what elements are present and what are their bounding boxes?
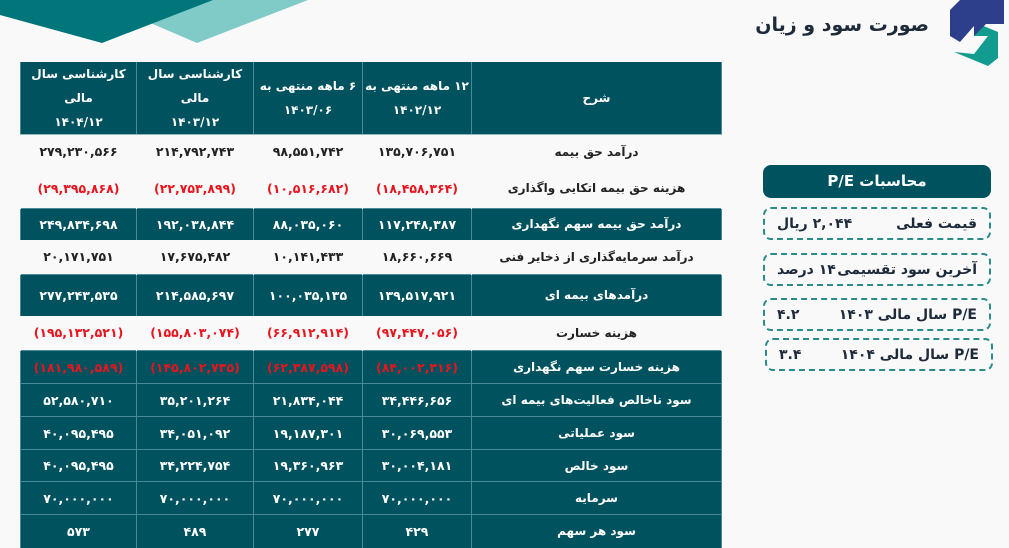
row-label: سرمایه: [472, 482, 722, 515]
row-value: (۱۴۵,۸۰۲,۷۳۵): [137, 351, 254, 384]
row-value: ۴۰,۰۹۵,۴۹۵: [21, 417, 137, 450]
row-value: ۷۰,۰۰۰,۰۰۰: [254, 482, 363, 515]
row-value: ۱۸,۶۶۰,۶۶۹: [363, 240, 472, 275]
row-value: (۱۰,۵۱۶,۶۸۲): [254, 169, 363, 209]
row-value: ۴۰,۰۹۵,۴۹۵: [21, 450, 137, 482]
income-statement-table: [20, 62, 722, 548]
row-label: درآمدهای بیمه ای: [472, 275, 722, 316]
table-row: [21, 169, 722, 209]
row-label: سود عملیاتی: [472, 417, 722, 450]
row-label: هزینه خسارت سهم نگهداری: [472, 351, 722, 384]
row-label: درآمد حق بیمه: [472, 135, 722, 169]
row-value: ۵۷۳: [21, 515, 137, 548]
row-value: ۱۰,۱۴۱,۴۳۳: [254, 240, 363, 275]
row-value: ۱۱۷,۲۴۸,۳۸۷: [363, 209, 472, 240]
table-row: [21, 482, 722, 515]
table-row: [21, 384, 722, 417]
table-row: [21, 417, 722, 450]
row-label: درآمد سرمایه‌گذاری از ذخایر فنی: [472, 240, 722, 275]
table-row: [21, 450, 722, 482]
row-value: ۱۳۹,۵۱۷,۹۲۱: [363, 275, 472, 316]
pe-panel-title: محاسبات P/E: [763, 165, 991, 198]
header-col-1403-12: کارشناسی سال مالی ۱۴۰۳/۱۲: [137, 62, 254, 135]
row-value: (۱۵۵,۸۰۳,۰۷۴): [137, 316, 254, 351]
pe-item-label: قیمت فعلی: [896, 215, 977, 232]
row-value: (۶۲,۳۸۷,۵۹۸): [254, 351, 363, 384]
row-value: ۲۱۴,۷۹۲,۷۴۳: [137, 135, 254, 169]
row-value: ۱۹,۳۶۰,۹۶۳: [254, 450, 363, 482]
row-value: ۲۴۹,۸۳۴,۶۹۸: [21, 209, 137, 240]
table-row: [21, 209, 722, 240]
row-label: درآمد حق بیمه سهم نگهداری: [472, 209, 722, 240]
row-value: ۲۷۷,۲۴۳,۵۳۵: [21, 275, 137, 316]
row-value: (۲۲,۷۵۳,۸۹۹): [137, 169, 254, 209]
pe-item-label: آخرین سود تقسیمی: [837, 261, 977, 278]
row-value: ۷۰,۰۰۰,۰۰۰: [137, 482, 254, 515]
row-value: ۱۹,۱۸۷,۳۰۱: [254, 417, 363, 450]
row-value: ۲۱,۸۳۴,۰۴۴: [254, 384, 363, 417]
pe-item-value: ۳.۴: [779, 346, 802, 363]
row-value: ۳۵,۲۰۱,۲۶۴: [137, 384, 254, 417]
table-row: [21, 515, 722, 548]
row-label: سود خالص: [472, 450, 722, 482]
table-row: [21, 351, 722, 384]
header-col-1404-12: کارشناسی سال مالی ۱۴۰۴/۱۲: [21, 62, 137, 135]
row-value: ۲۷۹,۲۳۰,۵۶۶: [21, 135, 137, 169]
row-value: ۳۴,۴۴۶,۶۵۶: [363, 384, 472, 417]
table-row: [21, 240, 722, 275]
header-col-1403-06: ۶ ماهه منتهی به ۱۴۰۳/۰۶: [254, 62, 363, 135]
row-value: ۱۷,۶۷۵,۴۸۲: [137, 240, 254, 275]
row-value: (۱۸۱,۹۸۰,۵۸۹): [21, 351, 137, 384]
row-value: ۳۰,۰۶۹,۵۵۳: [363, 417, 472, 450]
row-value: (۹۷,۴۴۷,۰۵۶): [363, 316, 472, 351]
header-description: شرح: [472, 62, 722, 135]
row-value: ۳۰,۰۰۴,۱۸۱: [363, 450, 472, 482]
row-value: (۱۹۵,۱۳۲,۵۲۱): [21, 316, 137, 351]
row-value: ۲۷۷: [254, 515, 363, 548]
row-value: ۱۰۰,۰۳۵,۱۳۵: [254, 275, 363, 316]
header-col-1402-12: ۱۲ ماهه منتهی به ۱۴۰۲/۱۲: [363, 62, 472, 135]
row-label: سود ناخالص فعالیت‌های بیمه ای: [472, 384, 722, 417]
pe-current-price: [763, 207, 991, 240]
table-row: [21, 135, 722, 169]
row-value: (۸۴,۰۰۲,۳۱۶): [363, 351, 472, 384]
row-value: (۱۸,۴۵۸,۳۶۴): [363, 169, 472, 209]
table-header-row: [21, 62, 722, 135]
pe-last-dividend: [763, 253, 991, 286]
row-label: هزینه خسارت: [472, 316, 722, 351]
row-value: ۸۸,۰۳۵,۰۶۰: [254, 209, 363, 240]
table-row: [21, 275, 722, 316]
row-value: ۵۲,۵۸۰,۷۱۰: [21, 384, 137, 417]
row-label: سود هر سهم: [472, 515, 722, 548]
row-value: (۶۶,۹۱۲,۹۱۴): [254, 316, 363, 351]
table-row: [21, 316, 722, 351]
pe-ratio-1404: [765, 338, 993, 371]
pe-item-label: P/E سال مالی ۱۴۰۴: [840, 346, 979, 363]
pe-item-value: ۲,۰۴۴ ریال: [777, 215, 853, 232]
row-value: ۳۴,۰۵۱,۰۹۲: [137, 417, 254, 450]
row-value: ۹۸,۵۵۱,۷۴۲: [254, 135, 363, 169]
row-value: ۷۰,۰۰۰,۰۰۰: [21, 482, 137, 515]
row-value: ۱۳۵,۷۰۶,۷۵۱: [363, 135, 472, 169]
row-value: ۷۰,۰۰۰,۰۰۰: [363, 482, 472, 515]
page-title: صورت سود و زیان: [755, 14, 929, 36]
row-value: (۲۹,۳۹۵,۸۶۸): [21, 169, 137, 209]
company-logo-icon: [944, 0, 1004, 66]
pe-item-value: ۴.۲: [777, 306, 800, 323]
pe-panel: [763, 165, 991, 198]
pe-item-value: ۱۴ درصد: [777, 261, 836, 278]
row-value: ۲۱۴,۵۸۵,۶۹۷: [137, 275, 254, 316]
row-label: هزینه حق بیمه اتکایی واگذاری: [472, 169, 722, 209]
row-value: ۴۲۹: [363, 515, 472, 548]
pe-ratio-1403: [763, 298, 991, 331]
row-value: ۲۰,۱۷۱,۷۵۱: [21, 240, 137, 275]
pe-item-label: P/E سال مالی ۱۴۰۳: [838, 306, 977, 323]
row-value: ۱۹۲,۰۳۸,۸۴۴: [137, 209, 254, 240]
decorative-banner-shape: [0, 0, 330, 50]
row-value: ۳۴,۲۲۴,۷۵۴: [137, 450, 254, 482]
row-value: ۴۸۹: [137, 515, 254, 548]
